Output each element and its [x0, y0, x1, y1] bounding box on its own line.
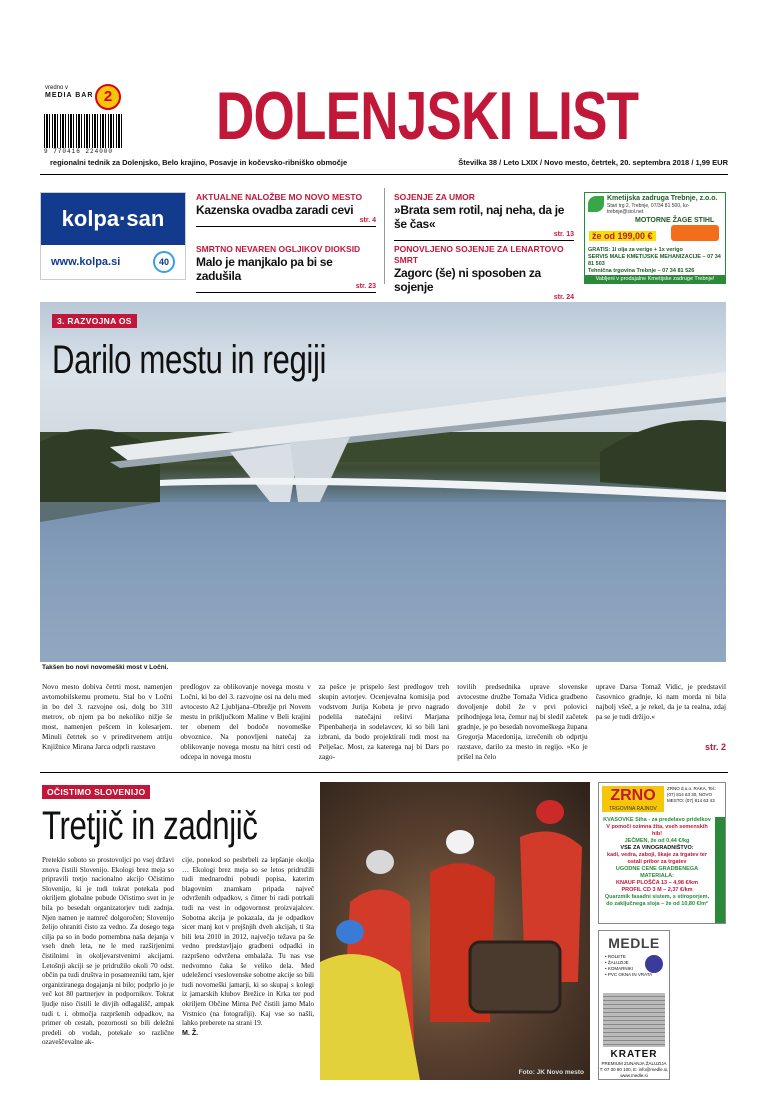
teaser-column-divider: [384, 188, 385, 284]
medle-product: • ROLETE: [605, 954, 626, 959]
helmet-4: [536, 800, 564, 824]
medle-product: • KOMARNIKI: [605, 966, 634, 971]
mediabar-brand: [45, 84, 93, 100]
teaser-row: [40, 188, 728, 301]
zrno-address: ZRNO d.o.o. RAKA, Tel.: (07) 814 63 30, NOVO MESTO: (07) 814 63 43: [667, 786, 717, 803]
leaf-icon: [588, 196, 604, 212]
kz-headline-text: MOTORNE ŽAGE: [635, 217, 693, 224]
story2-badge[interactable]: OČISTIMO SLOVENIJO: [42, 785, 150, 799]
teaser-headline[interactable]: Zagorc (še) ni sposoben za sojenje: [394, 266, 541, 294]
newspaper-title[interactable]: DOLENJSKI LIST: [216, 78, 639, 154]
krater-sub: PREMIUM ZUNANJA ŽALUZIJA: [601, 1061, 667, 1066]
bridge-pier-right: [290, 437, 350, 502]
kolpa-logo: kolpa·san: [41, 193, 185, 245]
lead-caption: Takšen bo novi novomeški most v Ločni.: [42, 664, 169, 671]
shutter-image: [603, 993, 665, 1047]
cave-photo[interactable]: [320, 782, 590, 1080]
zrno-line: V pomoči ozimna žita, vseh semenskih hib!: [606, 824, 708, 837]
rusty-barrel: [470, 942, 560, 1012]
story2-column: Preteklo soboto so prostovoljci po vsej državi znova čistili Slovenijo. Ekologi brez meja so pripravili tretjo nacionalno akcijo Očistimo Slovenijo, ki je tudi tokrat potekala pod okriljem globalne pobude Očistimo svet in je bila po besedah organizatorjev tudi zadnja. Njen namen je namreč dolgoročen; Slovenijo želijo ohraniti čisto za vedno. Za dosego tega cilja pa so in bodo pomembna naša dejanja v vseh dneh leta, ne le med razširjenimi čistilnimi in okoljevarstvenimi akcijami. Letošnji akciji se je pridružilo okoli 70 odst. občin pa tudi društva in posamezniki tam, kjer organiziranega dogajanja ni bilo; podprlo jo je več kot 80 partnerjev in podpornikov. Tokrat ljudje niso čistili le divjih odlagališč, ampak tudi t. i. območja razpršenih odpadkov, na primer ob cestah, pozornosti so bili deležni predeli ob vodah, potekale so različne ozaveščevalne ak-: [42, 856, 174, 1047]
story2-column-last: [182, 856, 314, 1098]
member-text: vredno v: [45, 85, 69, 91]
issue-info: Številka 38 / Leto LXIX / Novo mesto, četrtek, 20. septembra 2018 / 1,99 EUR: [458, 158, 728, 167]
teaser-divider: [196, 226, 376, 227]
zrno-logo: ZRNO: [602, 786, 664, 812]
kz-gift: GRATIS: 1l olja za verige + 1x verigo: [588, 247, 683, 253]
kolpa-anniversary-icon: 40: [153, 251, 175, 273]
zrno-line: UGODNE CENE GRADBENEGA MATERIALA:: [615, 866, 699, 879]
krater-subtitle: [599, 1061, 669, 1079]
river: [40, 502, 726, 662]
lead-column: tovilih predsednika uprave slovenske avtocestne družbe Tomaža Vidica gradbeno dovoljenje dobil že v prvi polovici prihodnjega leta, čemur naj bi sledil začetek gradnje, je po besedah novomeškega župana Gregorja Macedonija, izrečenih ob odprtju razstave, darilo za mesto in regijo. »Ko je prišel na čelo: [457, 682, 588, 761]
zrno-subtitle: TRGOVINA RAJNOV: [609, 806, 657, 812]
helmet-1: [366, 850, 394, 874]
teaser-4[interactable]: [394, 244, 574, 304]
lead-column: Novo mesto dobiva četrti most, namenjen avtomobilskemu prometu. Stal bo v Ločni in bo del 3. razvojne osi, dolg bo 310 metrov, ob njem pa bo nekoliko nižje še most, namenjen pešcem in kolesarjem. Minuli četrtek so v prireditvenem atriju Knjižnice Mirana Jarca odprli razstavo: [42, 682, 173, 751]
zrno-line: VSE ZA VINOGRADNIŠTVO:: [620, 845, 694, 851]
photo-credit: Foto: JK Novo mesto: [518, 1069, 584, 1076]
chainsaw-icon: [671, 225, 719, 241]
teaser-kicker: SMRTNO NEVAREN OGLJIKOV DIOKSID: [196, 244, 361, 254]
teaser-divider: [394, 240, 574, 241]
lead-column: predlogov za oblikovanje novega mostu v Ločni, ki bo del 3. razvojne osi na delu med avtocesto A2 Ljubljana–Obrežje pri Novem mestu in priključkom Maline v Beli krajini ter obenem del bodoče novomeške obvoznice. Na ponovljeni natečaj za oblikovanje novega mostu na hitri cesti od odcepa in novega mostu: [180, 682, 311, 761]
mediabar-badge-icon: 2: [95, 84, 121, 110]
lead-page-ref[interactable]: str. 2: [704, 742, 726, 752]
kz-address: Stari trg 2, Trebnje, 07/34 81 500, kz-trebnje@siol.net: [607, 203, 690, 215]
kolpa-url[interactable]: www.kolpa.si: [51, 256, 121, 268]
masthead: [40, 78, 728, 174]
lead-column-last: [596, 682, 726, 762]
teaser-page: str. 4: [359, 217, 376, 224]
helmet-2: [336, 920, 364, 944]
teaser-3[interactable]: [394, 192, 574, 241]
zrno-line: JEČMEN, že od 0,44 €/kg: [624, 838, 690, 844]
story2-headline[interactable]: Tretjič in zadnjič: [42, 804, 258, 848]
kz-shop: Tehnična trgovina Trebnje – 07 34 81 526: [588, 268, 695, 274]
teaser-headline[interactable]: »Brata sem rotil, naj neha, da je še čas«: [394, 203, 565, 231]
ad-medle[interactable]: [598, 930, 670, 1080]
lead-column-text: uprave Darsa Tomaž Vidic, je predstavil časovnico gradnje, ki nam morda ni bila najbolj všeč, a je rekel, da je ta realna, zdaj pa se je tudi držijo.«: [595, 682, 726, 721]
barcode-number: 9 770416 224000: [44, 148, 114, 155]
lead-badge[interactable]: 3. RAZVOJNA OS: [52, 314, 137, 328]
kolpa-footer: [41, 245, 185, 279]
zrno-line: KVASOVKE Siha - za predelavo pridelkov: [603, 817, 711, 823]
teaser-kicker: AKTUALNE NALOŽBE MO NOVO MESTO: [196, 192, 363, 202]
lead-text: [42, 682, 726, 762]
teaser-page: str. 24: [553, 294, 574, 301]
ad-kmetijska-zadruga[interactable]: [584, 192, 726, 284]
bridge-pier-left: [230, 442, 300, 502]
medle-contact: T: 07 30 80 100, E: info@medle.si, www.medle.si: [599, 1067, 669, 1078]
kz-name: Kmetijska zadruga Trebnje, z.o.o.: [607, 195, 718, 202]
teaser-page: str. 23: [355, 283, 376, 290]
cavers-illustration: [320, 782, 590, 1080]
medle-product: • ŽALUZIJE: [605, 960, 629, 965]
lead-photo[interactable]: [40, 302, 726, 662]
ad-kolpa[interactable]: [40, 192, 186, 280]
kz-service: SERVIS MALE KMETIJSKE MEHANIZACIJE – 07 34 81 503: [588, 254, 721, 267]
right-trees: [600, 420, 726, 492]
kz-footer: Vabljeni v prodajalne Kmetijske zadruge Trebnje!: [585, 275, 725, 283]
masthead-subline: [40, 158, 728, 167]
ad-zrno[interactable]: [598, 782, 726, 924]
kz-price: že od 199,00 €: [589, 231, 656, 241]
medle-logo: MEDLE: [608, 935, 660, 951]
helmet-3: [446, 830, 474, 854]
section-divider: [40, 772, 728, 773]
zrno-offers: [602, 817, 712, 908]
teaser-2[interactable]: [196, 244, 376, 293]
teaser-page: str. 13: [553, 231, 574, 238]
zrno-line: PROFIL CD 3 M – 2,37 €/km: [621, 887, 693, 893]
masthead-divider: [40, 174, 728, 175]
teaser-headline[interactable]: Kazenska ovadba zaradi cevi: [196, 203, 354, 217]
zrno-line: Quarzmik fasadni sistem, s stiroporjem, do zaključnega sloja – že od 10,80 €/m²: [604, 894, 710, 907]
zrno-line: KNAUF PLOŠČA 13 – 4,98 €/km: [615, 880, 699, 886]
story2-signature: M. Ž.: [182, 1028, 199, 1037]
kz-brand: STIHL: [694, 217, 715, 224]
story2-text: [42, 856, 314, 1098]
teaser-kicker: PONOVLJENO SOJENJE ZA LENARTOVO SMRT: [394, 244, 564, 265]
teaser-divider: [196, 292, 376, 293]
teaser-1[interactable]: [196, 192, 376, 227]
lead-column: za pešce je prispelo šest predlogov treh skupin avtorjev. Ocenjevalna komisija pod vodstvom Jurija Kobeta je prvo nagrado podelila natečajni rešitvi Marjana Pipenbaherja in sodelavcev, ki so bili lani izbrani, da bodo projektirali tudi most na Pelješac. Most, za katerega naj bi Dars po zago-: [318, 682, 450, 761]
barcode-icon: [44, 114, 124, 148]
zrno-line: kadi, vedra, zaboji, škaje za trgatev ter ostali pribor za trgatev: [607, 852, 707, 865]
teaser-kicker: SOJENJE ZA UMOR: [394, 192, 475, 202]
story2-column-text: cije, ponekod so pesbrbeli za lepšanje okolja … Ekologi brez meja so se letos pridružili tudi mednarodni pobudi popisa, katerim blagovnim znamkam pripada največ odvrženih odpadkov, s čimer bi radi potrkali tudi na vest in odgovornost proizvajalcev. Sobotna akcija je pokazala, da je odpadkov sicer manj kot v prejšnjih dveh akcijah, ti šta bili leta 2010 in 2012, največjo težava pa še vedno predstavljajo gradbeni odpadki in razpršeno odvržena embalaža. Tu nas vse nedvomno čaka še veliko dela. Med udeleženci vseslovenske sobotne akcije so bili tudi novomeški jamarji, ki so skupaj s kolegi iz jamarskih klubov Brežice in Krka ter pod okriljem Občine Mirna Peč čistili jamo Malo Vrstnico (na fotografiji). Kaj vse so našli, lahko preberete na strani 19.: [182, 856, 314, 1028]
zrno-sidebar: [715, 817, 725, 923]
tagline: regionalni tednik za Dolenjsko, Belo krajino, Posavje in kočevsko-ribniško območje: [50, 158, 348, 167]
medle-product: • PVC OKNA IN VRATA: [605, 972, 653, 977]
lead-headline[interactable]: Darilo mestu in regiji: [52, 338, 327, 382]
kz-headline: [585, 217, 725, 224]
teaser-headline[interactable]: Malo je manjkalo pa bi se zadušila: [196, 255, 333, 283]
mediabar-label: MEDIA BAR: [45, 92, 94, 99]
medle-emblem-icon: [645, 955, 663, 973]
krater-title: KRATER: [610, 1049, 658, 1060]
